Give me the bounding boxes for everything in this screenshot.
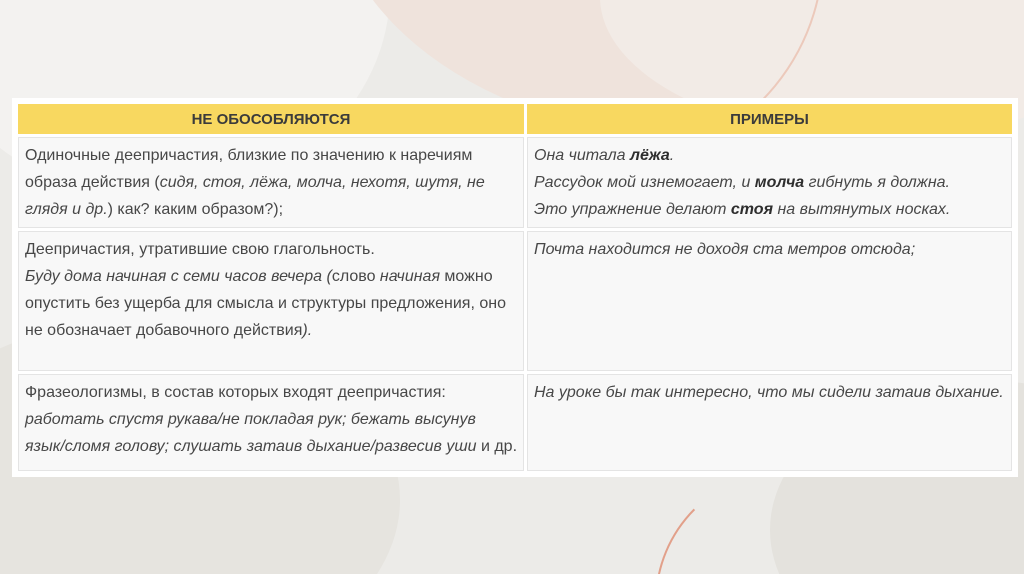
example-sentence: Она читала лёжа.: [534, 147, 675, 164]
rule-examples: сидя, стоя, лёжа, молча, нехотя, шутя, не глядя и др.: [25, 174, 485, 218]
rule-example: начиная: [379, 268, 440, 285]
table-row: [18, 231, 1012, 371]
example-sentence: Почта находится не доходя ста метров отсюда;: [534, 241, 916, 258]
highlighted-word: стоя: [730, 201, 773, 218]
rule-text: Деепричастия, утратившие свою глагольность.: [25, 241, 375, 258]
example-cell: [527, 374, 1012, 471]
example-cell: [527, 137, 1012, 228]
rule-cell: [18, 374, 524, 471]
rule-examples: работать спустя рукава/не покладая рук; бежать высунув язык/сломя голову; слушать затаив дыхание/развесив уши: [25, 411, 477, 455]
table-row: [18, 137, 1012, 228]
table-row: [18, 374, 1012, 471]
highlighted-word: лёжа: [630, 147, 670, 164]
header-examples: ПРИМЕРЫ: [527, 104, 1012, 134]
table-header-row: [18, 104, 1012, 134]
rules-table: [12, 98, 1018, 477]
rule-text: слово: [331, 268, 380, 285]
rule-cell: [18, 231, 524, 371]
rule-text: Одиночные деепричастия, близкие по значению к наречиям образа действия (: [25, 147, 473, 191]
rule-text: можно опустить без ущерба для смысла и структуры предложения, оно не обозначает добавочного действия: [25, 268, 506, 339]
rule-example: ).: [302, 322, 313, 339]
example-sentence: Это упражнение делают стоя на вытянутых носках.: [534, 201, 951, 218]
header-not-separated: НЕ ОБОСОБЛЯЮТСЯ: [18, 104, 524, 134]
rule-text: и др.: [476, 438, 518, 455]
rule-text: Фразеологизмы, в состав которых входят деепричастия:: [25, 384, 446, 401]
example-cell: [527, 231, 1012, 371]
rule-example: Буду дома начиная с семи часов вечера (: [25, 268, 332, 285]
example-sentence: На уроке бы так интересно, что мы сидели затаив дыхание.: [534, 384, 1004, 401]
rule-cell: [18, 137, 524, 228]
highlighted-word: молча: [754, 174, 805, 191]
example-sentence: Рассудок мой изнемогает, и молча гибнуть я должна.: [534, 174, 950, 191]
rule-text: ) как? каким образом?);: [107, 201, 284, 218]
